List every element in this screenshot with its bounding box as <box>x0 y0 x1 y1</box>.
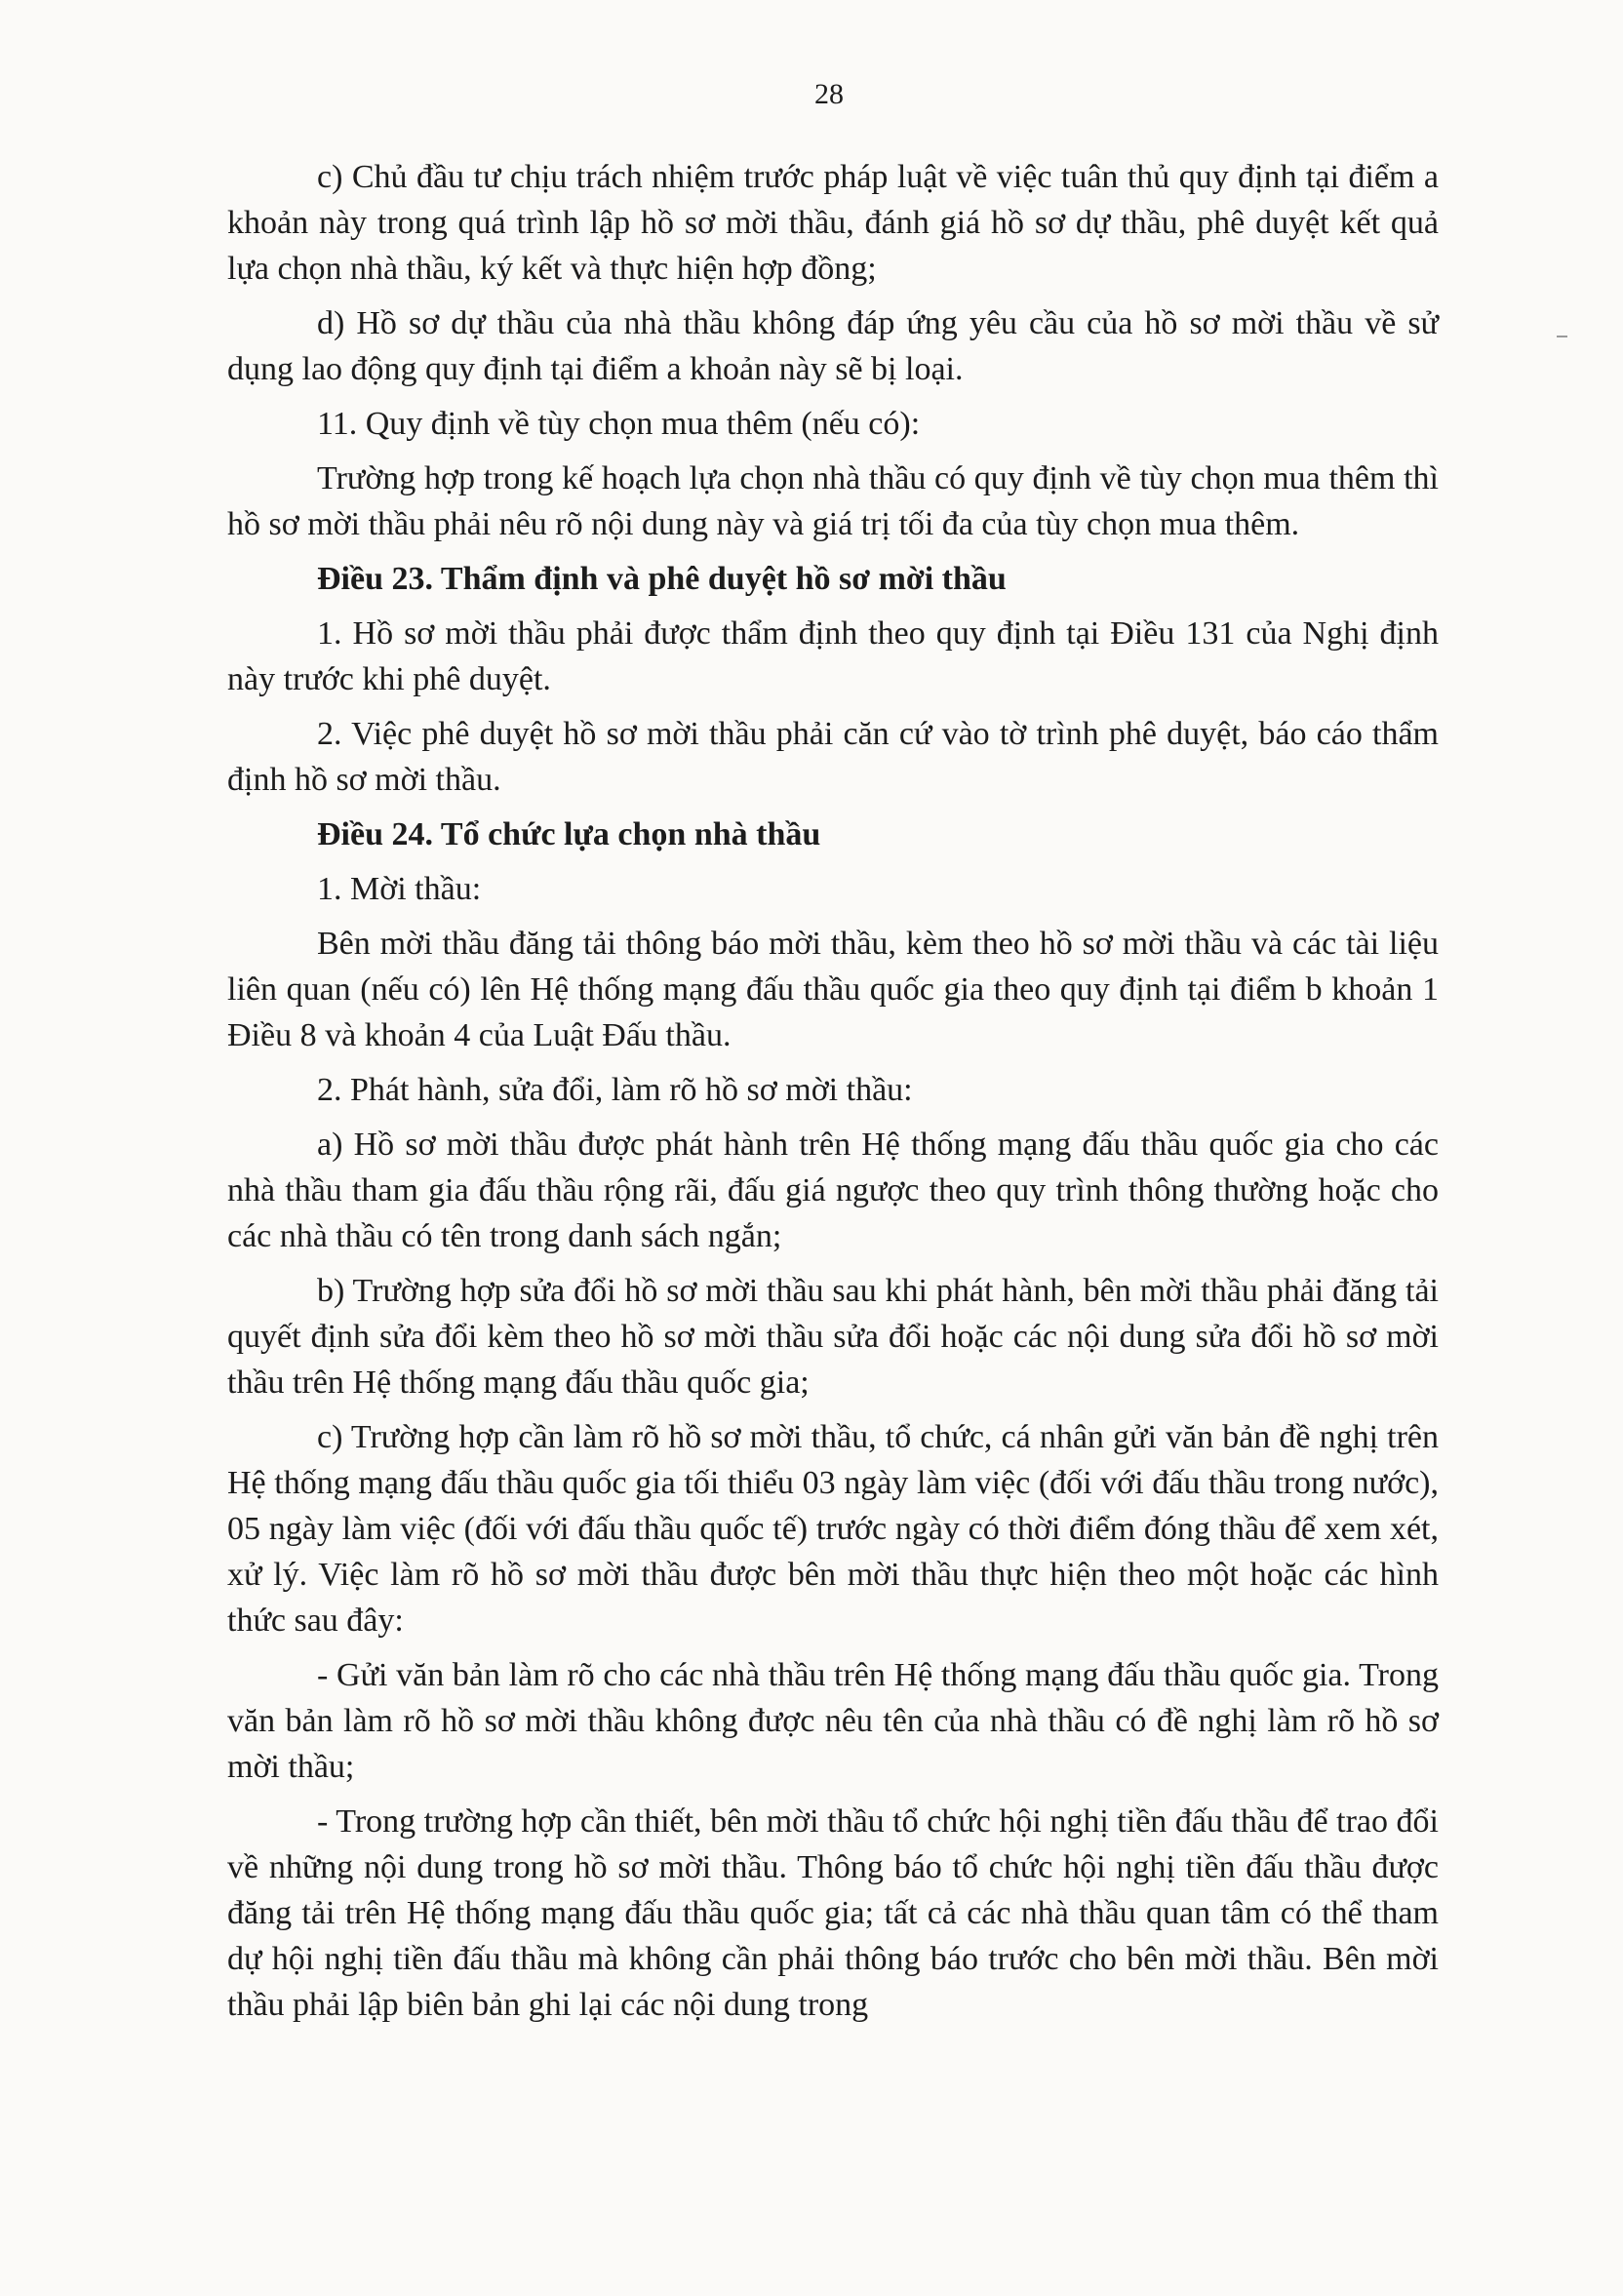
paragraph: 11. Quy định về tùy chọn mua thêm (nếu có): <box>317 406 921 442</box>
paragraph: b) Trường hợp sửa đổi hồ sơ mời thầu sau khi phát hành, bên mời thầu phải đăng tải quyết định sửa đổi kèm theo hồ sơ mời thầu sửa đổi hoặc các nội dung sửa đổi hồ sơ mời thầu trên Hệ thống mạng đấu thầu quốc gia; <box>227 1273 1439 1401</box>
page-number: 28 <box>814 78 844 110</box>
paragraph: Trường hợp trong kế hoạch lựa chọn nhà thầu có quy định về tùy chọn mua thêm thì hồ sơ mời thầu phải nêu rõ nội dung này và giá trị tối đa của tùy chọn mua thêm. <box>227 460 1439 542</box>
article-heading: Điều 24. Tổ chức lựa chọn nhà thầu <box>317 816 821 852</box>
paragraph: - Trong trường hợp cần thiết, bên mời thầu tổ chức hội nghị tiền đấu thầu để trao đổi về những nội dung trong hồ sơ mời thầu. Thông báo tổ chức hội nghị tiền đấu thầu được đăng tải trên Hệ thống mạng đấu thầu quốc gia; tất cả các nhà thầu quan tâm có thể tham dự hội nghị tiền đấu thầu mà không cần phải thông báo trước cho bên mời thầu. Bên mời thầu phải lập biên bản ghi lại các nội dung trong <box>227 1803 1439 2023</box>
paragraph: 2. Phát hành, sửa đổi, làm rõ hồ sơ mời thầu: <box>317 1072 913 1108</box>
document-body <box>227 154 1439 2037</box>
paragraph: 1. Hồ sơ mời thầu phải được thẩm định theo quy định tại Điều 131 của Nghị định này trước khi phê duyệt. <box>227 615 1439 697</box>
paragraph: - Gửi văn bản làm rõ cho các nhà thầu trên Hệ thống mạng đấu thầu quốc gia. Trong văn bản làm rõ hồ sơ mời thầu không được nêu tên của nhà thầu có đề nghị làm rõ hồ sơ mời thầu; <box>227 1657 1439 1785</box>
paragraph: 1. Mời thầu: <box>317 871 482 907</box>
margin-mark <box>1557 336 1567 337</box>
paragraph: 2. Việc phê duyệt hồ sơ mời thầu phải căn cứ vào tờ trình phê duyệt, báo cáo thẩm định hồ sơ mời thầu. <box>227 716 1439 798</box>
article-heading: Điều 23. Thẩm định và phê duyệt hồ sơ mời thầu <box>317 561 1007 597</box>
paragraph: Bên mời thầu đăng tải thông báo mời thầu, kèm theo hồ sơ mời thầu và các tài liệu liên quan (nếu có) lên Hệ thống mạng đấu thầu quốc gia theo quy định tại điểm b khoản 1 Điều 8 và khoản 4 của Luật Đấu thầu. <box>227 926 1439 1053</box>
paragraph: d) Hồ sơ dự thầu của nhà thầu không đáp ứng yêu cầu của hồ sơ mời thầu về sử dụng lao động quy định tại điểm a khoản này sẽ bị loại. <box>227 305 1439 387</box>
paragraph: c) Trường hợp cần làm rõ hồ sơ mời thầu, tổ chức, cá nhân gửi văn bản đề nghị trên Hệ thống mạng đấu thầu quốc gia tối thiểu 03 ngày làm việc (đối với đấu thầu trong nước), 05 ngày làm việc (đối với đấu thầu quốc tế) trước ngày có thời điểm đóng thầu để xem xét, xử lý. Việc làm rõ hồ sơ mời thầu được bên mời thầu thực hiện theo một hoặc các hình thức sau đây: <box>227 1419 1439 1639</box>
paragraph: c) Chủ đầu tư chịu trách nhiệm trước pháp luật về việc tuân thủ quy định tại điểm a khoản này trong quá trình lập hồ sơ mời thầu, đánh giá hồ sơ dự thầu, phê duyệt kết quả lựa chọn nhà thầu, ký kết và thực hiện hợp đồng; <box>227 159 1439 287</box>
paragraph: a) Hồ sơ mời thầu được phát hành trên Hệ thống mạng đấu thầu quốc gia cho các nhà thầu tham gia đấu thầu rộng rãi, đấu giá ngược theo quy trình thông thường hoặc cho các nhà thầu có tên trong danh sách ngắn; <box>227 1127 1439 1254</box>
